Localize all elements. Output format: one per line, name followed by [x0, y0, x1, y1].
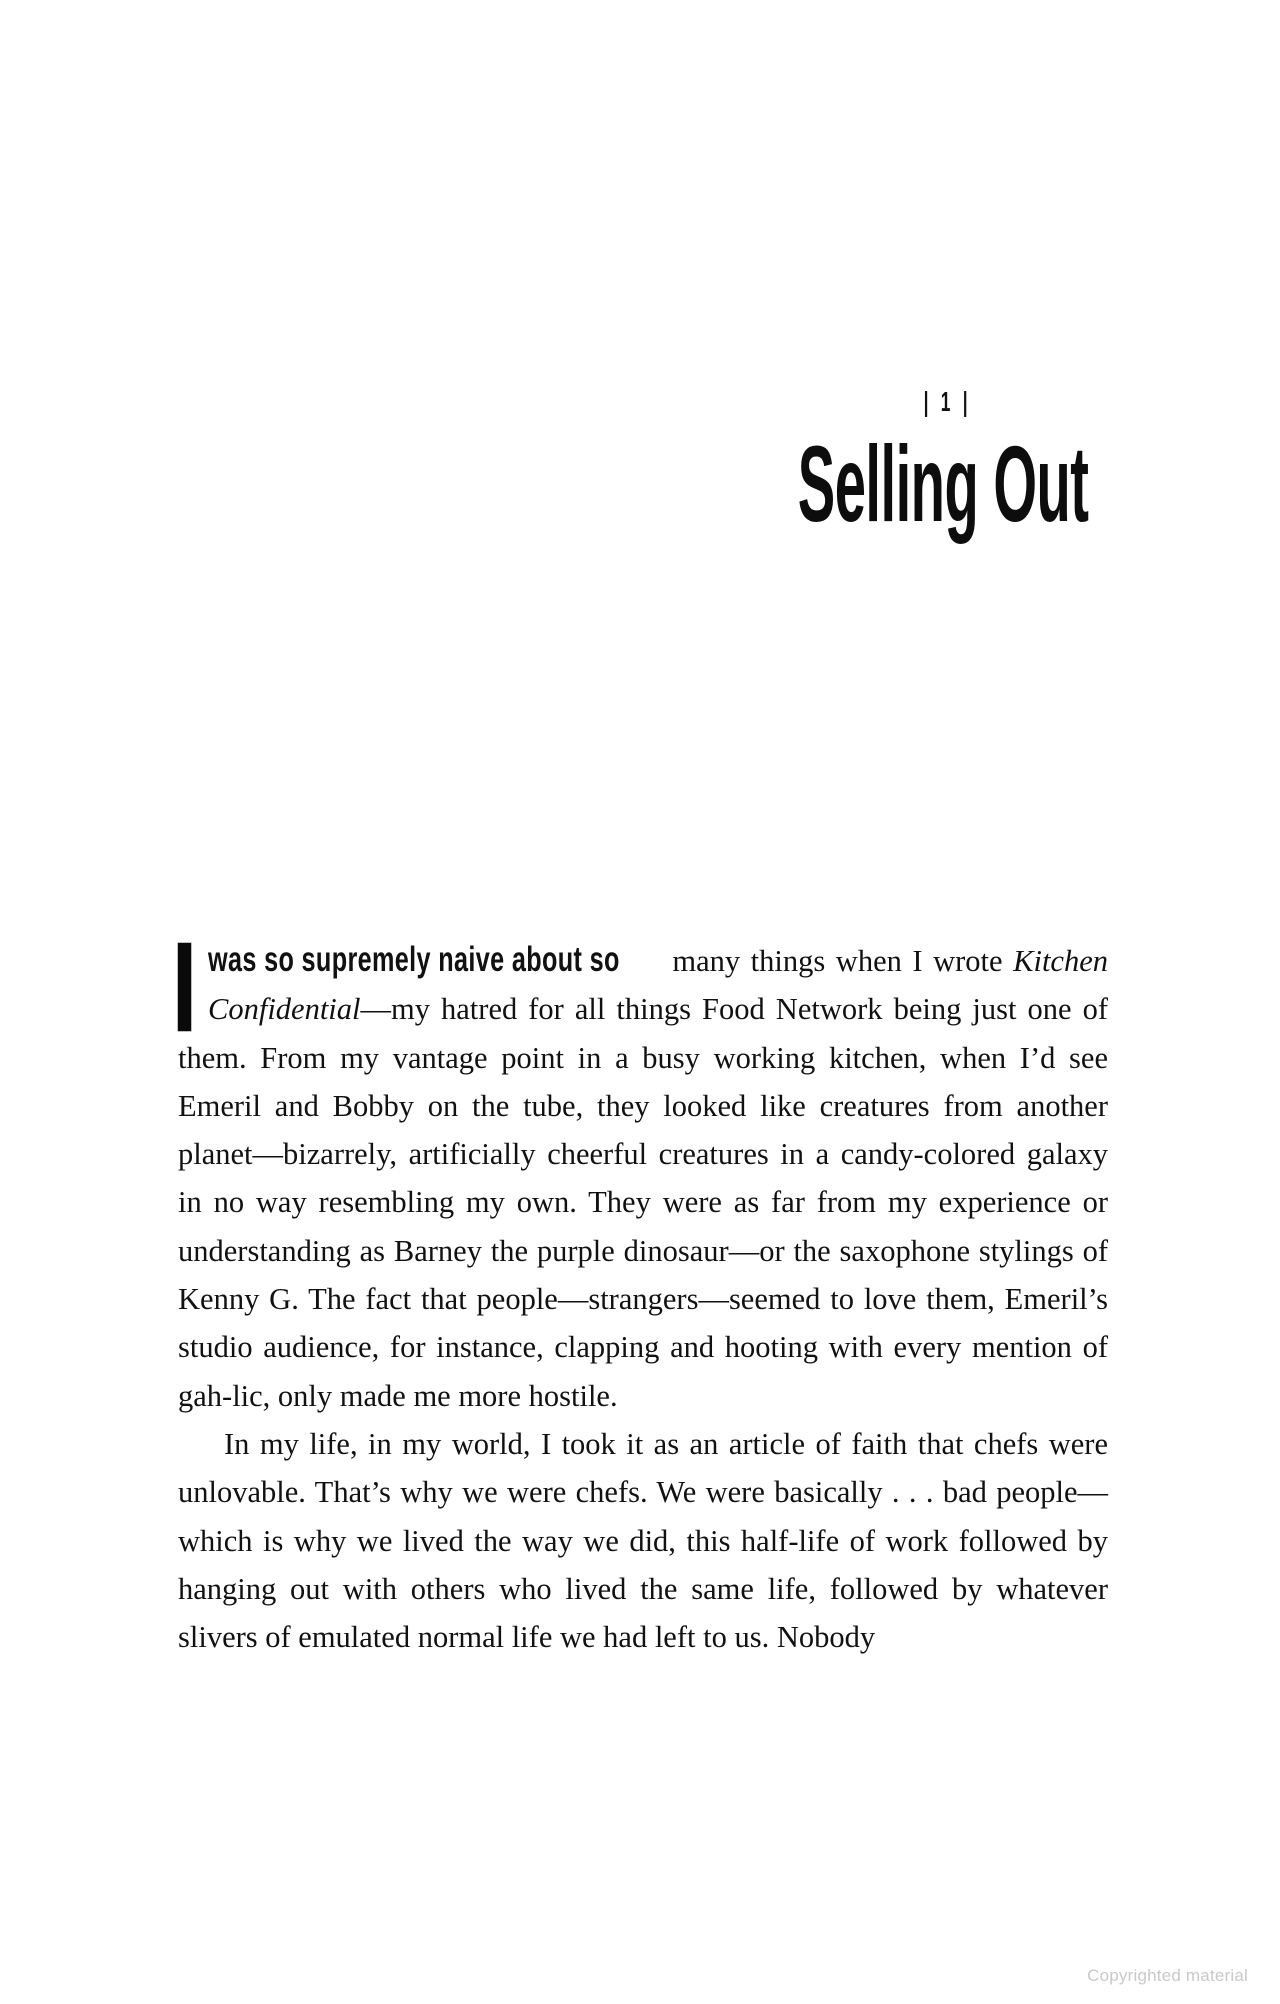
paragraph-first	[178, 936, 1108, 1420]
paragraph-text-before-title: many things when I wrote	[661, 944, 1014, 978]
drop-cap-letter-i	[178, 943, 191, 1031]
paragraph-leadin: was so supremely naive about so	[208, 940, 620, 979]
chapter-title: Selling Out	[797, 423, 1089, 544]
paragraph-second	[178, 1420, 1108, 1661]
body-text-block	[178, 936, 1108, 1661]
copyright-watermark: Copyrighted material	[1087, 1966, 1248, 1985]
book-title-kitchen-confidential: Kitchen Confidential	[208, 944, 1108, 1027]
chapter-heading	[600, 386, 1089, 544]
paragraph-second-text: In my life, in my world, I took it as an article of faith that chefs were unlovable. That’s why we were chefs. We were basically . . . bad people—which is why we lived the way we did, this half-life of work followed by hanging out with others who lived the same life, followed by whatever slivers of emulated normal life we had left to us. Nobody	[178, 1426, 1108, 1655]
chapter-number-marker: | 1 |	[923, 386, 972, 417]
paragraph-text-after-title: —my hatred for all things Food Network being just one of them. From my vantage point in a busy working kitchen, when I’d see Emeril and Bobby on the tube, they looked like creatures from another planet—bizarrely, artificially cheerful creatures in a candy-colored galaxy in no way resembling my own. They were as far from my experience or understanding as Barney the purple dinosaur—or the saxophone stylings of Kenny G. The fact that people—strangers—seemed to love them, Emeril’s studio audience, for instance, clapping and hooting with every mention of gah-lic, only made me more hostile.	[178, 992, 1108, 1413]
